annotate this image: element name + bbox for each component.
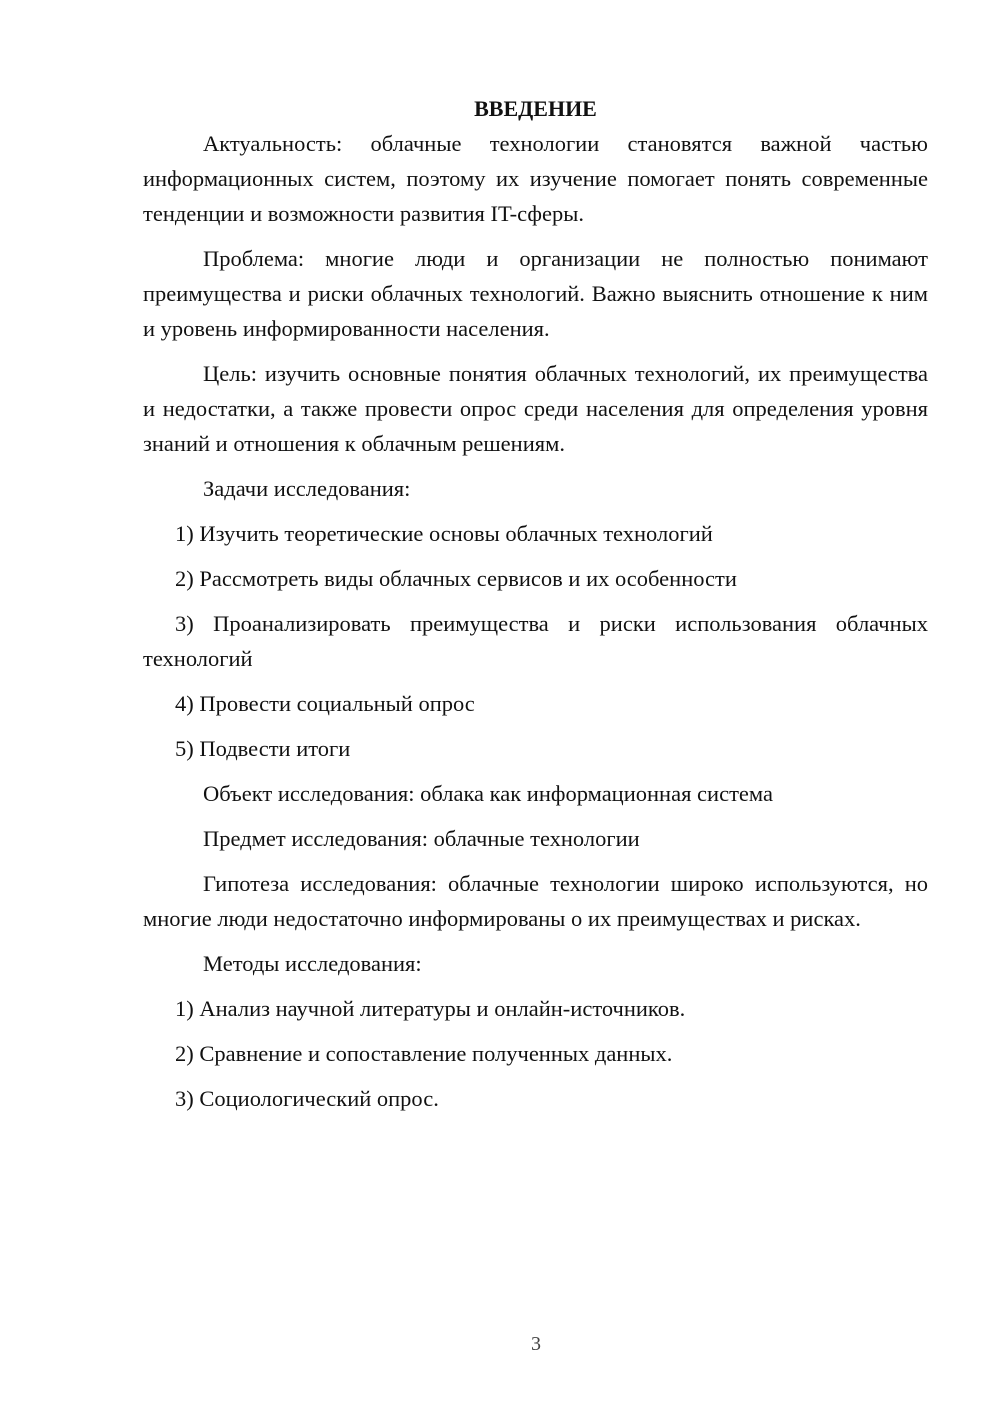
- object-paragraph: Объект исследования: облака как информационная система: [203, 781, 773, 806]
- section-title: ВВЕДЕНИЕ: [474, 96, 597, 121]
- task-item: 4) Провести социальный опрос: [175, 691, 475, 716]
- task-item: 2) Рассмотреть виды облачных сервисов и их особенности: [175, 566, 737, 591]
- goal-paragraph: Цель: изучить основные понятия облачных технологий, их преимущества и недостатки, а также провести опрос среди населения для определения уровня знаний и отношения к облачным решениям.: [143, 361, 928, 456]
- document-page: [143, 92, 928, 1126]
- tasks-heading: Задачи исследования:: [203, 476, 411, 501]
- method-item: 2) Сравнение и сопоставление полученных данных.: [175, 1041, 673, 1066]
- task-item: 5) Подвести итоги: [175, 736, 351, 761]
- methods-heading: Методы исследования:: [203, 951, 422, 976]
- hypothesis-paragraph: Гипотеза исследования: облачные технологии широко используются, но многие люди недостаточно информированы о их преимуществах и рисках.: [143, 871, 928, 931]
- task-item: 1) Изучить теоретические основы облачных технологий: [175, 521, 713, 546]
- problem-paragraph: Проблема: многие люди и организации не полностью понимают преимущества и риски облачных технологий. Важно выяснить отношение к ним и уровень информированности населения.: [143, 246, 928, 341]
- subject-paragraph: Предмет исследования: облачные технологии: [203, 826, 640, 851]
- method-item: 1) Анализ научной литературы и онлайн-источников.: [175, 996, 686, 1021]
- method-item: 3) Социологический опрос.: [175, 1086, 439, 1111]
- relevance-paragraph: Актуальность: облачные технологии становятся важной частью информационных систем, поэтому их изучение помогает понять современные тенденции и возможности развития IT-сферы.: [143, 131, 928, 226]
- task-item: 3) Проанализировать преимущества и риски использования облачных технологий: [143, 611, 928, 671]
- page-number: 3: [531, 1333, 541, 1355]
